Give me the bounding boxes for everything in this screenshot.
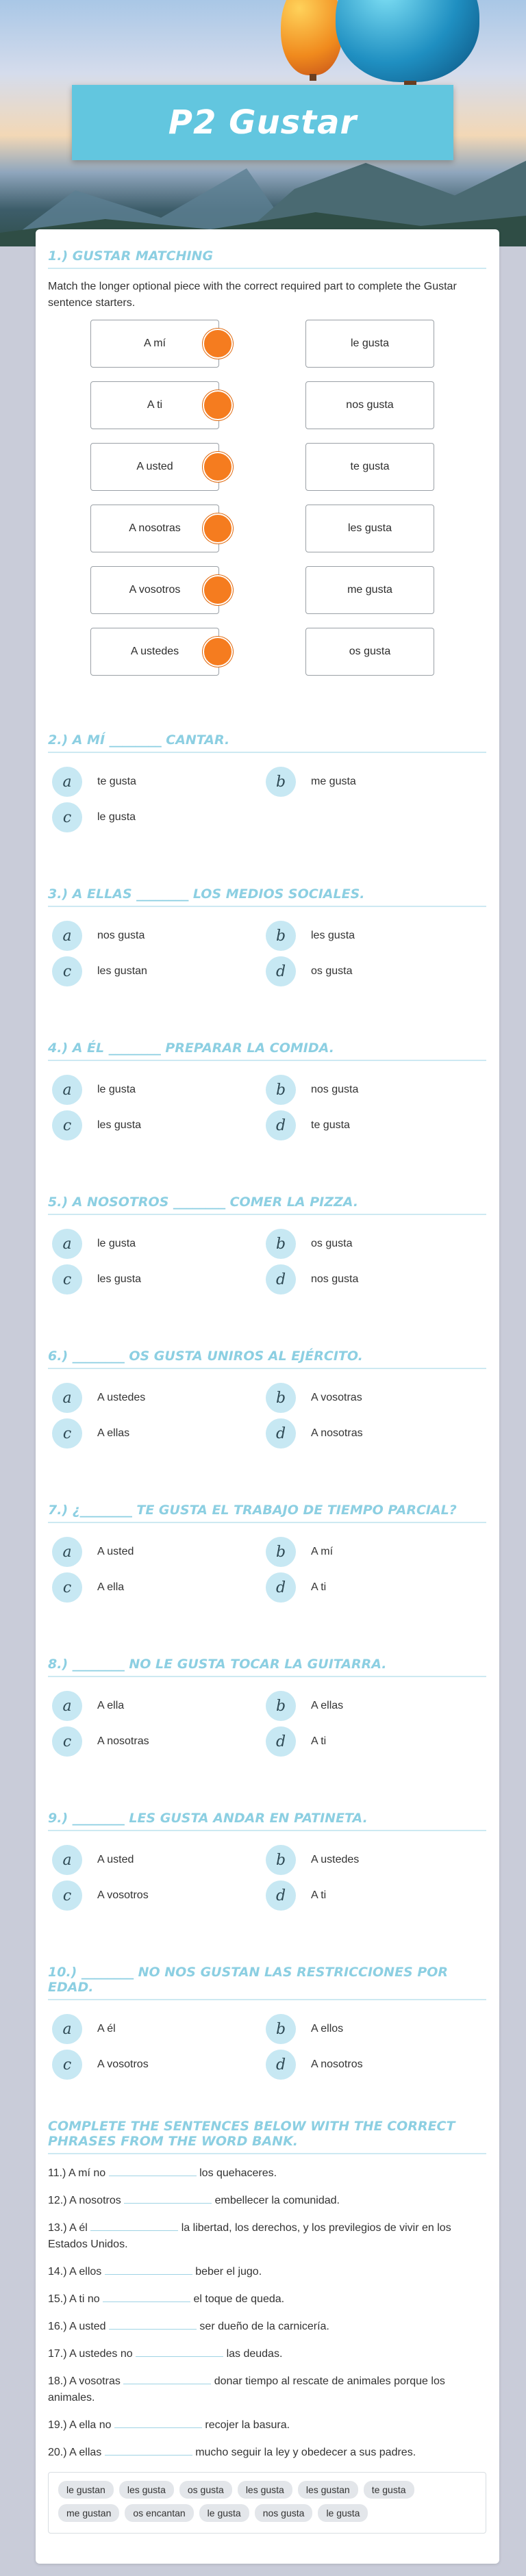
answer-option[interactable] [266,1110,471,1140]
answer-option[interactable] [266,1264,471,1295]
answer-option[interactable] [52,1418,258,1449]
match-right-item[interactable]: nos gusta [305,381,434,429]
answer-option[interactable] [266,2014,471,2044]
option-letter: c [52,1418,82,1449]
match-left-item[interactable]: A ustedes [90,628,219,676]
match-left-item[interactable]: A ti [90,381,219,429]
match-connector-dot[interactable] [203,390,233,420]
question-title: 2.) A MÍ ________ CANTAR. [48,732,486,753]
answer-option[interactable] [266,2050,471,2080]
fill-in-item: 20.) A ellas mucho seguir la ley y obedecer a sus padres. [48,2445,486,2461]
answer-option[interactable] [52,2014,258,2044]
matching-grid [48,320,486,676]
answer-option[interactable] [52,1229,258,1259]
match-connector-dot[interactable] [203,329,233,359]
question-title: 8.) ________ NO LE GUSTA TOCAR LA GUITARRA. [48,1657,486,1677]
match-left-item[interactable]: A mí [90,320,219,368]
option-text: A nosotras [97,1735,149,1747]
option-text: le gusta [97,1238,136,1249]
match-right-item[interactable]: os gusta [305,628,434,676]
answer-option[interactable] [52,1880,258,1911]
answer-blank[interactable] [136,2346,223,2357]
answer-option[interactable] [266,767,471,797]
option-text: A ustedes [97,1392,146,1403]
option-text: A ti [311,1735,327,1747]
answer-option[interactable] [266,1383,471,1413]
question-title: 10.) ________ NO NOS GUSTAN LAS RESTRICCIONES POR EDAD. [48,1965,486,2000]
match-connector-dot[interactable] [203,575,233,605]
word-chip[interactable]: le gustan [58,2481,114,2499]
option-letter: c [52,2050,82,2080]
answer-blank[interactable] [109,2319,197,2330]
option-letter: a [52,1075,82,1105]
word-chip[interactable]: le gusta [318,2504,368,2522]
answer-option[interactable] [52,956,258,986]
hot-air-balloon-icon [336,0,479,82]
option-text: les gusta [97,1119,142,1131]
worksheet-card [36,229,499,2564]
option-text: A vosotros [97,2058,149,2070]
question-9 [48,1811,486,1927]
option-text: A ti [311,1581,327,1593]
answer-blank[interactable] [123,2373,211,2384]
fill-in-item: 19.) A ella no recojer la basura. [48,2417,486,2434]
option-letter: c [52,802,82,832]
option-text: A vosotros [97,1889,149,1901]
option-letter: a [52,1845,82,1875]
answer-option[interactable] [52,1383,258,1413]
answer-blank[interactable] [103,2291,190,2302]
match-left-item[interactable]: A nosotras [90,505,219,552]
question-title: 7.) ¿________ TE GUSTA EL TRABAJO DE TIEMPO PARCIAL? [48,1503,486,1523]
option-letter: a [52,921,82,951]
word-chip[interactable]: les gusta [238,2481,292,2499]
question-10 [48,1965,486,2096]
option-letter: b [266,921,296,951]
answer-option[interactable] [52,767,258,797]
match-connector-dot[interactable] [203,513,233,544]
question-title: 5.) A NOSOTROS ________ COMER LA PIZZA. [48,1195,486,1215]
option-letter: b [266,1383,296,1413]
answer-option[interactable] [52,1264,258,1295]
answer-option[interactable] [266,1880,471,1911]
option-letter: a [52,767,82,797]
fill-in-list [48,2165,486,2461]
fill-in-item: 16.) A usted ser dueño de la carnicería. [48,2319,486,2335]
match-connector-dot[interactable] [203,452,233,482]
option-text: nos gusta [311,1273,359,1285]
match-left-item[interactable]: A vosotros [90,566,219,614]
match-connector-dot[interactable] [203,637,233,667]
section-title: COMPLETE THE SENTENCES BELOW WITH THE CORRECT PHRASES FROM THE WORD BANK. [48,2119,486,2154]
question-8 [48,1657,486,1773]
matching-section [48,248,486,676]
option-text: A nosotras [311,1427,363,1439]
answer-options [48,2014,486,2096]
match-left-item[interactable]: A usted [90,443,219,491]
answer-blank[interactable] [124,2193,212,2204]
word-chip[interactable]: le gusta [199,2504,249,2522]
option-letter: c [52,1880,82,1911]
answer-option[interactable] [52,2050,258,2080]
option-letter: a [52,1691,82,1721]
question-title: 4.) A ÉL ________ PREPARAR LA COMIDA. [48,1041,486,1061]
option-letter: c [52,1264,82,1295]
answer-option[interactable] [266,1229,471,1259]
answer-option[interactable] [52,1845,258,1875]
word-chip[interactable]: te gusta [364,2481,414,2499]
question-6 [48,1349,486,1465]
question-title: 3.) A ELLAS ________ LOS MEDIOS SOCIALES. [48,887,486,907]
match-right-item[interactable]: les gusta [305,505,434,552]
option-text: nos gusta [97,930,145,941]
option-text: le gusta [97,811,136,823]
answer-option[interactable] [266,1726,471,1757]
answer-option[interactable] [266,1537,471,1567]
option-text: les gusta [97,1273,142,1285]
option-text: A ellos [311,2023,344,2035]
word-chip[interactable]: me gustan [58,2504,119,2522]
option-text: A ustedes [311,1854,360,1865]
hot-air-balloon-icon [281,0,342,75]
answer-option[interactable] [52,1572,258,1603]
answer-options [48,1229,486,1311]
fill-in-item: 13.) A él la libertad, los derechos, y los previlegios de vivir en los Estados Unidos. [48,2220,486,2253]
option-text: A usted [97,1546,134,1557]
option-letter: b [266,767,296,797]
option-letter: d [266,1110,296,1140]
answer-blank[interactable] [114,2417,202,2428]
fill-in-item: 11.) A mí no los quehaceres. [48,2165,486,2182]
word-chip[interactable]: les gustan [298,2481,358,2499]
answer-options [48,1691,486,1773]
balloon-basket-icon [310,74,316,81]
section-title: 1.) GUSTAR MATCHING [48,248,486,269]
option-letter: b [266,1229,296,1259]
fill-in-item: 14.) A ellos beber el jugo. [48,2264,486,2280]
option-letter: a [52,1537,82,1567]
question-title: 9.) ________ LES GUSTA ANDAR EN PATINETA. [48,1811,486,1831]
answer-blank[interactable] [105,2264,192,2275]
option-letter: b [266,1691,296,1721]
answer-option[interactable] [266,1418,471,1449]
answer-options [48,1537,486,1619]
option-text: les gustan [97,965,147,977]
option-text: le gusta [97,1084,136,1095]
answer-options [48,1845,486,1927]
option-text: nos gusta [311,1084,359,1095]
answer-option[interactable] [266,921,471,951]
answer-option[interactable] [266,956,471,986]
option-text: A ella [97,1700,125,1711]
option-letter: c [52,1110,82,1140]
option-text: A ella [97,1581,125,1593]
option-text: os gusta [311,965,353,977]
option-letter: a [52,2014,82,2044]
match-right-item[interactable]: me gusta [305,566,434,614]
question-2 [48,732,486,849]
question-5 [48,1195,486,1311]
option-text: A nosotros [311,2058,363,2070]
answer-options [48,921,486,1003]
answer-option[interactable] [52,1726,258,1757]
answer-blank[interactable] [109,2165,197,2176]
option-text: les gusta [311,930,355,941]
word-chip[interactable]: les gusta [119,2481,174,2499]
option-text: os gusta [311,1238,353,1249]
answer-option[interactable] [52,1691,258,1721]
match-right-item[interactable]: le gusta [305,320,434,368]
option-text: A ti [311,1889,327,1901]
word-chip[interactable]: nos gusta [255,2504,313,2522]
option-letter: b [266,1537,296,1567]
answer-option[interactable] [266,1075,471,1105]
option-letter: d [266,1726,296,1757]
answer-option[interactable] [52,802,258,832]
answer-option[interactable] [52,921,258,951]
question-7 [48,1503,486,1619]
answer-blank[interactable] [105,2445,192,2456]
option-letter: a [52,1229,82,1259]
option-letter: b [266,2014,296,2044]
word-bank [48,2472,486,2534]
page-title: P2 Gustar [168,103,358,142]
option-letter: c [52,956,82,986]
option-letter: d [266,1418,296,1449]
answer-option[interactable] [266,1572,471,1603]
fill-in-section [48,2119,486,2534]
option-text: A él [97,2023,116,2035]
answer-blank[interactable] [90,2220,178,2231]
option-text: A vosotras [311,1392,362,1403]
answer-option[interactable] [52,1075,258,1105]
answer-option[interactable] [52,1537,258,1567]
question-4 [48,1041,486,1157]
option-letter: d [266,1572,296,1603]
answer-option[interactable] [52,1110,258,1140]
option-letter: b [266,1845,296,1875]
option-letter: d [266,1264,296,1295]
answer-option[interactable] [266,1691,471,1721]
question-title: 6.) ________ OS GUSTA UNIROS AL EJÉRCITO. [48,1349,486,1369]
section-description: Match the longer optional piece with the correct required part to complete the Gustar sentence starters. [48,281,457,309]
option-text: te gusta [311,1119,350,1131]
option-letter: d [266,956,296,986]
answer-options [48,1383,486,1465]
option-text: te gusta [97,776,136,787]
question-3 [48,887,486,1003]
option-letter: d [266,2050,296,2080]
option-text: me gusta [311,776,356,787]
title-banner [72,85,453,160]
option-letter: c [52,1726,82,1757]
answer-option[interactable] [266,1845,471,1875]
fill-in-item: 12.) A nosotros embellecer la comunidad. [48,2193,486,2209]
option-letter: c [52,1572,82,1603]
option-letter: a [52,1383,82,1413]
fill-in-item: 15.) A ti no el toque de queda. [48,2291,486,2308]
match-right-item[interactable]: te gusta [305,443,434,491]
answer-options [48,1075,486,1157]
option-text: A ellas [311,1700,344,1711]
word-chip[interactable]: os encantan [125,2504,193,2522]
option-text: A mí [311,1546,334,1557]
answer-options [48,767,486,849]
fill-in-item: 18.) A vosotras donar tiempo al rescate de animales porque los animales. [48,2373,486,2406]
word-chip[interactable]: os gusta [179,2481,232,2499]
fill-in-item: 17.) A ustedes no las deudas. [48,2346,486,2362]
option-letter: d [266,1880,296,1911]
option-letter: b [266,1075,296,1105]
option-text: A usted [97,1854,134,1865]
option-text: A ellas [97,1427,130,1439]
